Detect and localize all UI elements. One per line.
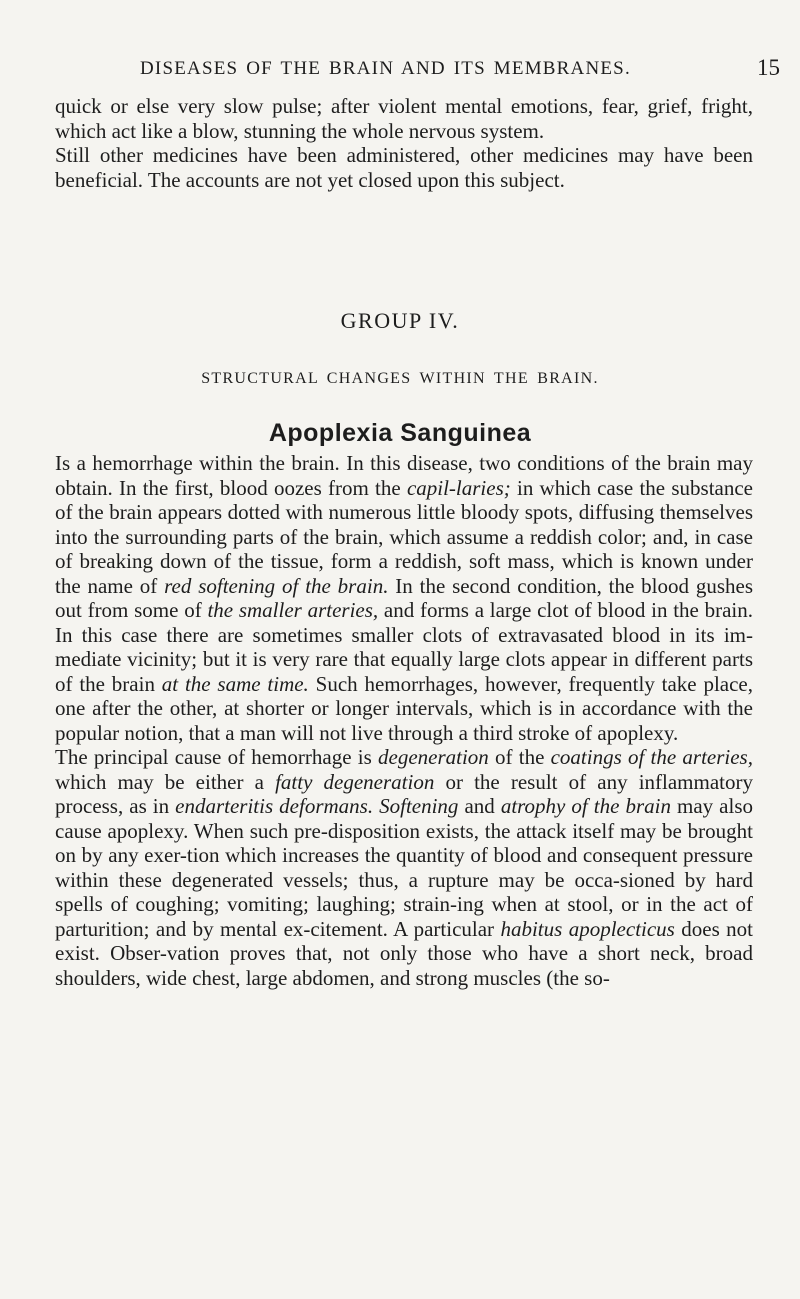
italic-text: at the same time.: [161, 671, 309, 696]
italic-text: habitus apoplecticus: [500, 916, 675, 941]
italic-text: degeneration: [378, 745, 489, 769]
disease-heading: Apoplexia Sanguinea: [268, 419, 532, 447]
italic-text: red softening of the brain.: [164, 573, 389, 598]
text-run: or the result of any inflammatory process, as in: [55, 769, 754, 818]
text-run: of the: [488, 745, 551, 769]
italic-text: atrophy of the brain: [500, 794, 671, 818]
group-heading: GROUP IV.: [340, 308, 460, 333]
text-run: In the second condition, the blood gushes out from some of: [55, 573, 753, 622]
text-run: Is a hemorrhage within the brain. In this disease, two conditions of the brain may obtain. In the first, blood oozes from the: [55, 451, 753, 500]
running-title: DISEASES OF THE BRAIN AND ITS MEMBRANES.: [140, 58, 631, 79]
text-run: and forms a large clot of blood in the brain. In this case there are sometimes smaller clots of extravasated blood in its im-mediate vicinity; but it is very rare that equally large clots appear in different parts of the brain: [55, 598, 753, 696]
continuation-text: [55, 94, 753, 192]
italic-text: the smaller arteries,: [207, 598, 379, 622]
page-number: 15: [757, 55, 780, 80]
italic-text: fatty degeneration: [275, 769, 435, 794]
paragraph: quick or else very slow pulse; after violent mental emotions, fear, grief, fright, which act like a blow, stunning the whole nervous system.: [55, 94, 753, 143]
text-run: The principal cause of hemorrhage is: [55, 745, 378, 769]
italic-text: endarteritis deformans. Softening: [175, 794, 459, 818]
text-run: which may be either a: [55, 769, 276, 794]
paragraph: [55, 451, 753, 745]
italic-text: coatings of the arteries,: [550, 745, 753, 769]
article-body: [55, 451, 753, 990]
paragraph: Still other medicines have been administered, other medicines may have been beneficial. The accounts are not yet closed upon this subject.: [55, 143, 753, 192]
text-run: does not exist. Obser-vation proves that, not only those who have a short neck, broad shoulders, wide chest, large abdomen, and strong muscles (the so-: [55, 916, 753, 990]
text-run: in which case the substance of the brain appears dotted with numerous little bloody spots, diffusing themselves into the surrounding parts of the brain, which assume a reddish color; and, in case of breaking down of the tissue, form a reddish, soft mass, which is known under the name of: [55, 475, 753, 598]
running-head: [0, 55, 800, 84]
text-run: may also cause apoplexy. When such pre-disposition exists, the attack itself may be brought on by any exer-tion which increases the quantity of blood and consequent pressure within these degenerated vessels; thus, a rupture may be occa-sioned by hard spells of coughing; vomiting; laughing; strain-ing when at stool, or in the act of parturition; and by mental ex-citement. A particular: [55, 794, 754, 941]
paragraph: [55, 745, 753, 990]
text-run: and: [458, 794, 501, 818]
italic-text: capil-laries;: [406, 475, 511, 500]
text-run: Such hemorrhages, however, frequently take place, one after the other, at shorter or longer intervals, which is in accordance with the popular notion, that a man will not live through a third stroke of apoplexy.: [55, 671, 753, 745]
group-subtitle: STRUCTURAL CHANGES WITHIN THE BRAIN.: [201, 370, 599, 387]
